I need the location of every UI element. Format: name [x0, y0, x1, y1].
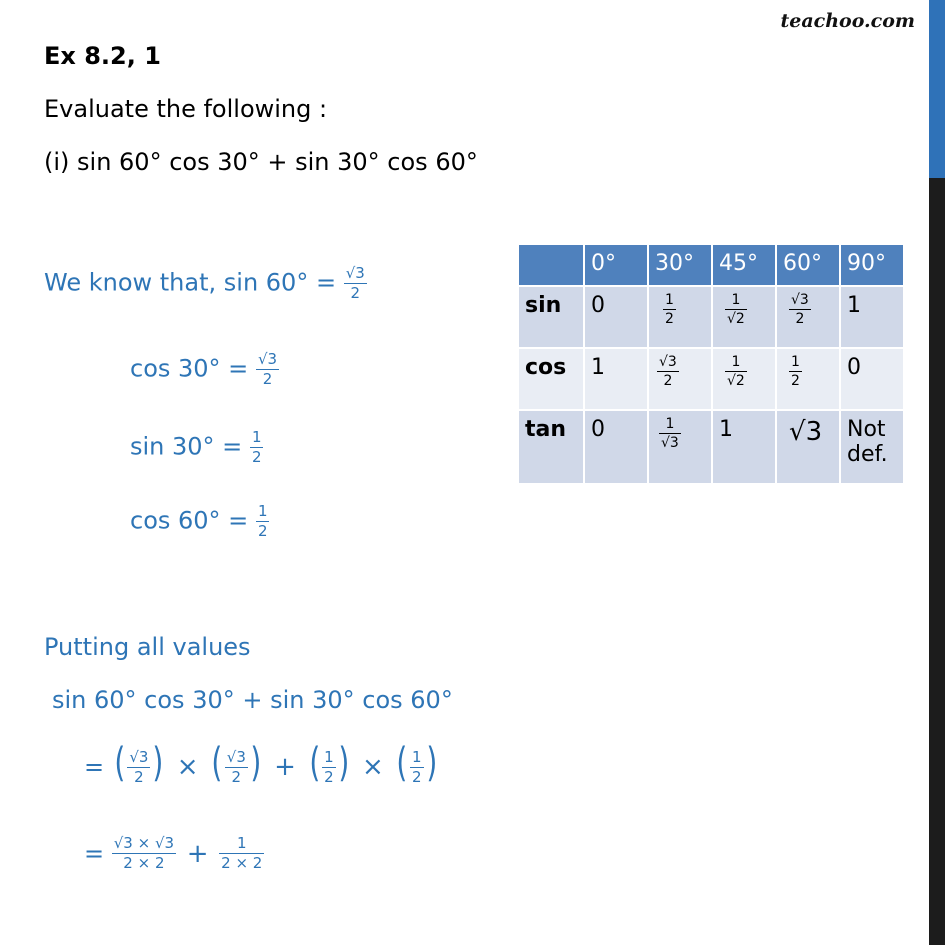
left-paren: (	[308, 740, 320, 786]
row-label: tan	[518, 410, 584, 484]
table-cell	[712, 286, 776, 348]
table-header-row	[518, 244, 904, 286]
root3-over-2	[225, 747, 248, 786]
table-cell: 0	[840, 348, 904, 410]
header-cell: 0°	[584, 244, 648, 286]
one-over-product	[219, 836, 264, 871]
given-cos30	[130, 352, 279, 387]
not-defined-line2: def.	[847, 442, 888, 467]
left-paren: (	[114, 740, 126, 786]
times-sign: ×	[361, 752, 384, 782]
table-cell	[840, 410, 904, 484]
right-paren: )	[425, 740, 437, 786]
exercise-part: (i) sin 60° cos 30° + sin 30° cos 60°	[44, 148, 478, 176]
header-cell: 60°	[776, 244, 840, 286]
given-cos60	[130, 504, 269, 539]
fraction-denominator: 2	[251, 448, 262, 466]
one-over-2	[663, 293, 676, 326]
table-cell: 1	[584, 348, 648, 410]
given-cos60-text: cos 60° =	[130, 506, 249, 535]
left-paren: (	[396, 740, 408, 786]
one-over-2	[322, 747, 336, 786]
given-intro-text: We know that, sin 60° =	[44, 268, 337, 297]
product-fraction	[112, 836, 176, 871]
table-cell	[776, 286, 840, 348]
fraction-denominator: 2	[412, 767, 422, 786]
equals-sign: =	[84, 753, 105, 781]
fraction-numerator: 1	[219, 836, 264, 854]
solution-expression: sin 60° cos 30° + sin 30° cos 60°	[52, 686, 453, 714]
solution-heading: Putting all values	[44, 633, 251, 661]
fraction-denominator: 2	[795, 311, 805, 327]
scrollbar-thumb[interactable]	[929, 0, 945, 178]
scrollbar[interactable]	[929, 0, 945, 945]
fraction-numerator: 1	[725, 293, 747, 310]
one-over-root2	[725, 293, 747, 326]
table-cell	[776, 348, 840, 410]
fraction-denominator: √2	[727, 373, 745, 389]
fraction-numerator: 1	[324, 747, 334, 766]
table-cell: 0	[584, 410, 648, 484]
fraction-numerator: √3	[791, 292, 809, 308]
one-over-root3	[659, 417, 681, 450]
table-row	[518, 410, 904, 484]
root3-over-2	[789, 293, 811, 326]
not-defined-line1: Not	[847, 417, 886, 442]
right-paren: )	[338, 740, 349, 786]
fraction-denominator: 2	[663, 373, 673, 389]
fraction-denominator: 2 × 2	[221, 854, 263, 872]
header-cell	[518, 244, 584, 286]
fraction-denominator: 2	[231, 767, 242, 786]
table-cell: 1	[840, 286, 904, 348]
exercise-instruction: Evaluate the following :	[44, 95, 328, 123]
fraction-denominator: 2 × 2	[123, 854, 165, 872]
plus-sign: +	[186, 838, 209, 869]
fraction-numerator: √3	[345, 264, 365, 282]
times-sign: ×	[176, 752, 199, 782]
fraction-numerator: √3	[257, 350, 278, 368]
row-label: sin	[518, 286, 584, 348]
table-cell	[648, 348, 712, 410]
one-over-2	[250, 430, 264, 465]
fraction-denominator: 2	[257, 522, 268, 540]
trig-ratio-table	[517, 243, 905, 485]
table-row	[518, 286, 904, 348]
table-cell: 0	[584, 286, 648, 348]
fraction-denominator: √2	[727, 311, 745, 327]
given-cos30-text: cos 30° =	[130, 354, 249, 383]
table-cell	[712, 348, 776, 410]
header-cell: 90°	[840, 244, 904, 286]
fraction-numerator: √3	[226, 747, 246, 766]
root3-over-2	[344, 266, 367, 301]
fraction-numerator: √3	[129, 747, 149, 766]
header-cell: 45°	[712, 244, 776, 286]
given-sin60	[44, 266, 367, 301]
fraction-denominator: 2	[665, 311, 674, 327]
solution-step-2	[84, 836, 264, 871]
row-label: cos	[518, 348, 584, 410]
one-over-2	[789, 355, 802, 388]
plus-sign: +	[274, 752, 296, 782]
fraction-numerator: 1	[659, 417, 681, 434]
table-cell: √3	[776, 410, 840, 484]
left-paren: (	[211, 740, 223, 786]
fraction-denominator: √3	[661, 435, 679, 451]
fraction-numerator: 1	[257, 502, 268, 520]
fraction-denominator: 2	[134, 767, 144, 786]
fraction-numerator: 1	[412, 747, 422, 766]
table-row	[518, 348, 904, 410]
table-cell: 1	[712, 410, 776, 484]
fraction-numerator: 1	[725, 355, 747, 372]
exercise-title: Ex 8.2, 1	[44, 42, 161, 70]
teachoo-logo: teachoo.com	[780, 10, 915, 32]
given-sin30	[130, 430, 263, 465]
fraction-denominator: 2	[324, 767, 334, 786]
table-cell	[648, 410, 712, 484]
fraction-numerator: 1	[791, 354, 800, 370]
one-over-root2	[725, 355, 747, 388]
fraction-numerator: 1	[665, 292, 674, 308]
one-over-2	[410, 747, 424, 786]
fraction-numerator: √3	[659, 354, 677, 370]
right-paren: )	[250, 740, 262, 786]
table-cell	[648, 286, 712, 348]
right-paren: )	[152, 740, 164, 786]
solution-step-1	[84, 740, 439, 808]
root3-over-2	[657, 355, 679, 388]
given-sin30-text: sin 30° =	[130, 432, 243, 461]
equals-sign: =	[84, 839, 105, 868]
fraction-denominator: 2	[262, 370, 273, 388]
one-over-2	[256, 504, 270, 539]
fraction-denominator: 2	[350, 284, 361, 302]
fraction-numerator: √3 × √3	[113, 834, 175, 852]
fraction-numerator: 1	[251, 428, 262, 446]
header-cell: 30°	[648, 244, 712, 286]
root3-over-2	[127, 747, 150, 786]
root3-over-2	[256, 352, 279, 387]
fraction-denominator: 2	[791, 373, 800, 389]
